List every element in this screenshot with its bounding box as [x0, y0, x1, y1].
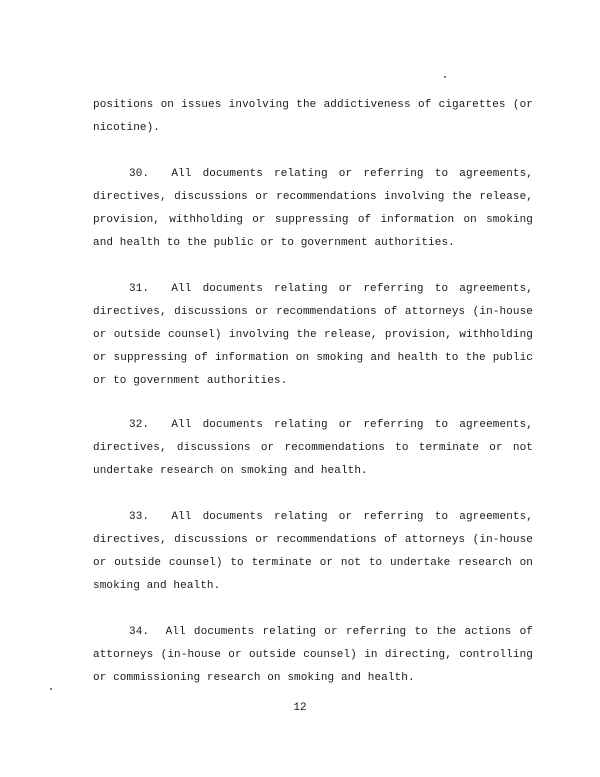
request-number: 30. — [129, 168, 150, 180]
request-text: All documents relating or referring to agreements, directives, discussions or recommendations of attorneys (in-house or outside counsel) to terminate or not to undertake research on smoking and health. — [93, 511, 533, 592]
request-text: All documents relating or referring to agreements, directives, discussions or recommendations of attorneys (in-house or outside counsel) involving the release, provision, withholding or suppressing of information on smoking and health to the public or to government authorities. — [93, 283, 533, 387]
request-paragraph-33 — [93, 506, 533, 598]
request-text: All documents relating or referring to agreements, directives, discussions or recommendations involving the release, provision, withholding or suppressing of information on smoking and health to the public or to government authorities. — [93, 168, 533, 249]
request-text: All documents relating or referring to agreements, directives, discussions or recommendations to terminate or not undertake research on smoking and health. — [93, 419, 533, 477]
request-number: 33. — [129, 511, 150, 523]
request-paragraph-34 — [93, 621, 533, 690]
request-number: 31. — [129, 283, 150, 295]
request-paragraph-31 — [93, 278, 533, 393]
request-paragraph-32 — [93, 414, 533, 483]
request-paragraph-30 — [93, 163, 533, 255]
scan-speck — [50, 688, 52, 690]
page-number: 12 — [293, 702, 307, 714]
request-number: 32. — [129, 419, 150, 431]
continuation-paragraph — [93, 94, 533, 140]
continuation-text: positions on issues involving the addictiveness of cigarettes (or nicotine). — [93, 99, 533, 134]
request-text: All documents relating or referring to the actions of attorneys (in-house or outside counsel) in directing, controlling or commissioning research on smoking and health. — [93, 626, 533, 684]
request-number: 34. — [129, 626, 150, 638]
scan-speck — [444, 76, 446, 78]
